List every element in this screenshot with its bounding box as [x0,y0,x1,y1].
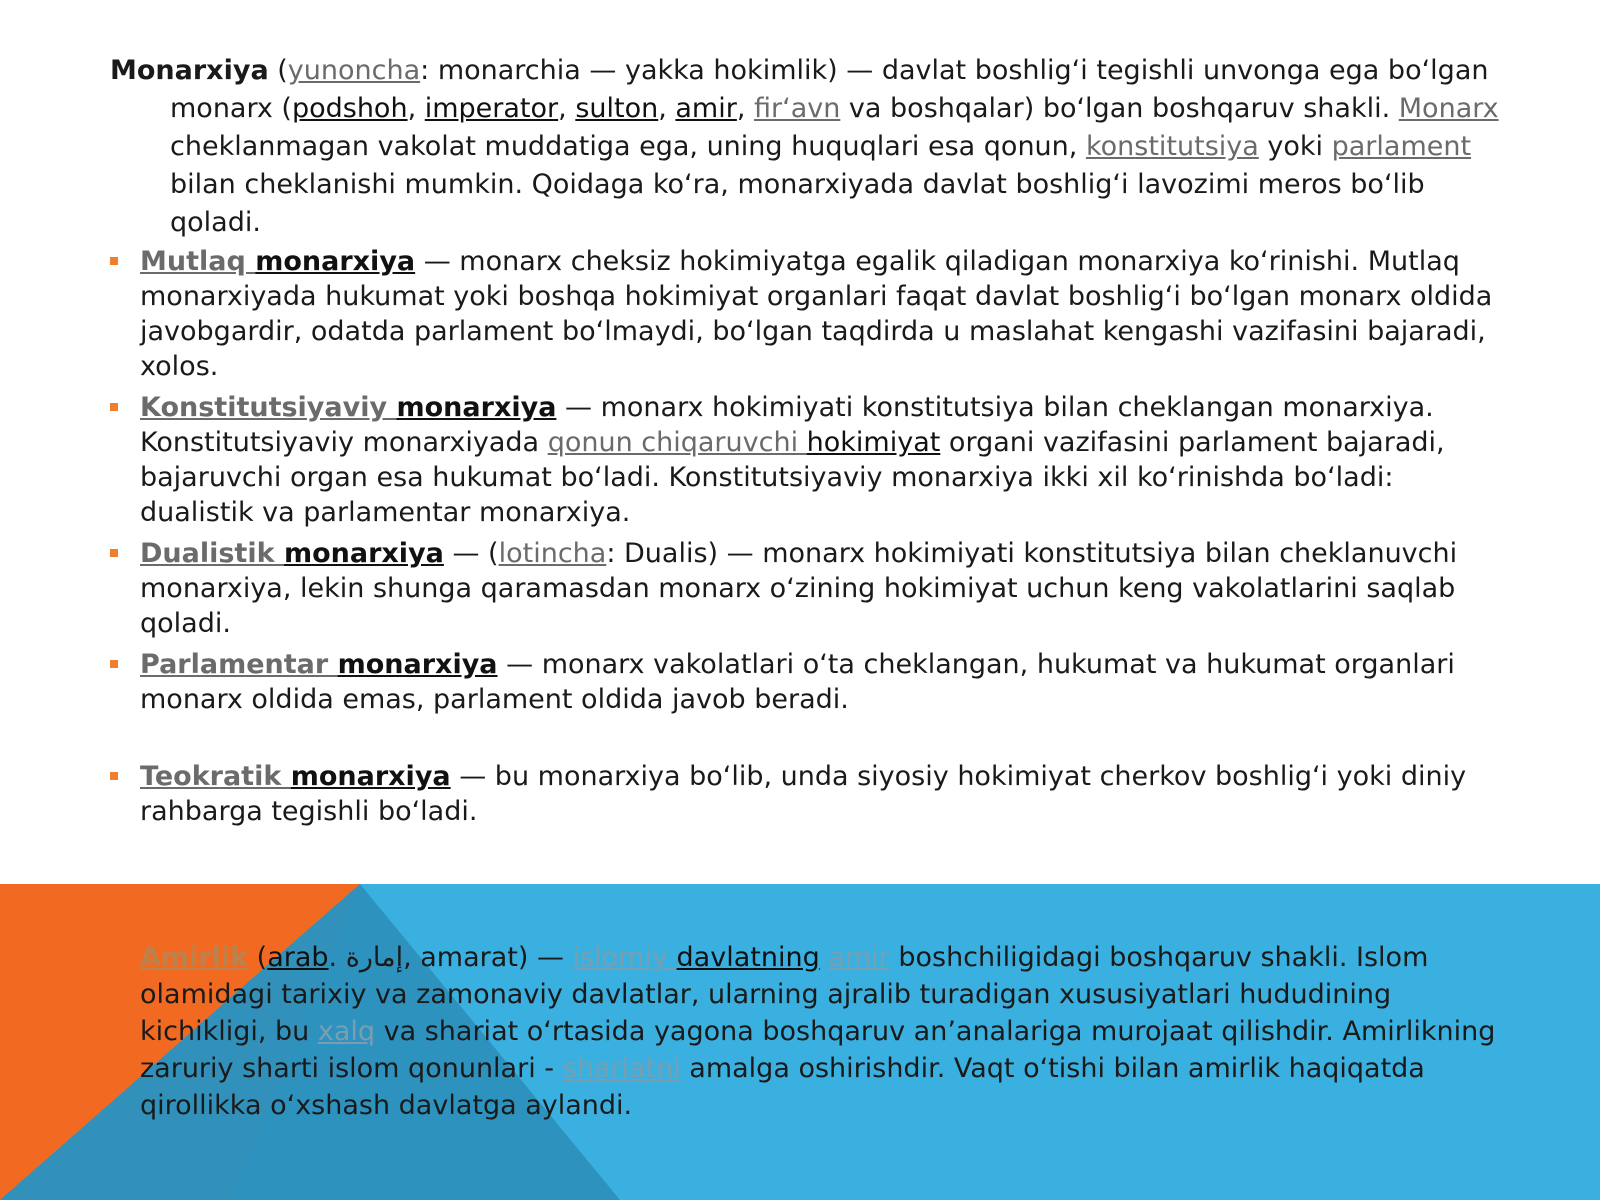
link-monarxiya[interactable]: monarxiya [255,246,416,277]
link-islomiy[interactable]: islomiy [572,942,677,973]
intro-paragraph [110,52,1505,242]
item-text: — ( [443,538,499,569]
list-item [110,647,1505,717]
list-item [110,536,1505,641]
bullet-icon [110,257,118,265]
link-item-term[interactable]: Mutlaq [140,246,256,277]
monarchy-types-list [110,244,1505,829]
link-parlament[interactable]: parlament [1331,131,1472,162]
link-konstitutsiya[interactable]: konstitutsiya [1085,131,1259,162]
link-lotincha[interactable]: lotincha [498,538,607,569]
link-item-term[interactable]: Parlamentar [140,649,338,680]
list-item [110,759,1505,829]
intro-text: : monarchia — yakka hokimlik) — davlat boshlig‘i tegishli unvonga ega bo‘lgan monarx ( [170,55,1489,124]
link-amirlik[interactable]: Amirlik [140,942,249,973]
link-monarxiya[interactable]: monarxiya [396,392,557,423]
intro-text: , [658,93,676,124]
link-sulton[interactable]: sulton [575,93,659,124]
item-text: : Dualis) — monarx hokimiyati konstitutsiya bilan cheklanuvchi monarxiya, lekin shunga qaramasdan monarx o‘zining hokimiyat uchun keng vakolatlarini saqlab qoladi. [140,538,1458,639]
link-shariatni[interactable]: shariatni [562,1053,681,1084]
list-item [110,244,1505,384]
link-monarxiya[interactable]: monarxiya [283,538,444,569]
link-imperator[interactable]: imperator [424,93,559,124]
amirlik-text: boshchiligidagi boshqaruv shakli. Islom olamidagi tarixiy va zamonaviy davlatlar, ularning ajralib turadigan xususiyatlari hududining kichikligi, bu [140,942,1429,1047]
item-text: organi vazifasini parlament bajaradi, bajaruvchi organ esa hukumat bo‘ladi. Konstitutsiyaviy monarxiya ikki xil ko‘rinishda bo‘ladi: dualistik va parlamentar monarxiya. [140,427,1445,528]
intro-text: , [558,93,576,124]
intro-text: bilan cheklanishi mumkin. Qoidaga ko‘ra, monarxiyada davlat boshlig‘i lavozimi meros bo‘lib qoladi. [170,169,1425,238]
bullet-icon [110,403,118,411]
link-firavn[interactable]: fir‘avn [754,93,841,124]
link-item-term[interactable]: Dualistik [140,538,284,569]
intro-term: Monarxiya [110,55,269,86]
bullet-icon [110,660,118,668]
main-content [110,52,1505,835]
link-yunoncha[interactable]: yunoncha [287,55,421,86]
intro-text: va boshqalar) bo‘lgan boshqaruv shakli. [840,93,1399,124]
link-arab[interactable]: arab [267,942,329,973]
amirlik-text: ( [248,942,268,973]
link-item-term[interactable]: Konstitutsiyaviy [140,392,397,423]
item-text: — monarx vakolatlari o‘ta cheklangan, hukumat va hukumat organlari monarx oldida emas, parlament oldida javob beradi. [140,649,1455,715]
link-xalq[interactable]: xalq [317,1016,376,1047]
bullet-icon [110,549,118,557]
link-amir[interactable]: amir [675,93,737,124]
intro-text: , [407,93,425,124]
intro-text: yoki [1258,131,1332,162]
amirlik-text: va shariat o‘rtasida yagona boshqaruv an’analariga murojaat qilishdir. Amirlikning zaruriy sharti islom qonunlari - [140,1016,1496,1084]
intro-text: cheklanmagan vakolat muddatiga ega, uning huquqlari esa qonun, [170,131,1086,162]
link-hokimiyat[interactable]: hokimiyat [806,427,941,458]
link-amir-2[interactable]: amir [828,942,890,973]
link-monarxiya[interactable]: monarxiya [337,649,498,680]
item-text: — monarx cheksiz hokimiyatga egalik qiladigan monarxiya ko‘rinishi. Mutlaq monarxiyada hukumat yoki boshqa hokimiyat organlari faqat davlat boshlig‘i bo‘lgan monarx oldida javobgardir, odatda parlament bo‘lmaydi, bo‘lgan taqdirda u maslahat kengashi vazifasini bajaradi, xolos. [140,246,1493,382]
amirlik-paragraph [140,939,1510,1124]
list-item [110,390,1505,530]
intro-text: , [736,93,755,124]
amirlik-text: . إمارة, amarat) — [328,942,573,973]
link-monarx[interactable]: Monarx [1398,93,1499,124]
bullet-icon [110,772,118,780]
amirlik-text: amalga oshirishdir. Vaqt o‘tishi bilan amirlik haqiqatda qirollikka o‘xshash davlatga aylandi. [140,1053,1425,1121]
item-text: — bu monarxiya bo‘lib, unda siyosiy hokimiyat cherkov boshlig‘i yoki diniy rahbarga tegishli bo‘ladi. [140,761,1467,827]
intro-text: ( [268,55,288,86]
link-qonun-chiqaruvchi[interactable]: qonun chiqaruvchi [547,427,807,458]
item-text: — monarx hokimiyati konstitutsiya bilan cheklangan monarxiya. Konstitutsiyaviy monarxiyada [140,392,1434,458]
link-monarxiya[interactable]: monarxiya [290,761,451,792]
link-item-term[interactable]: Teokratik [140,761,291,792]
link-davlatning[interactable]: davlatning [676,942,820,973]
link-podshoh[interactable]: podshoh [291,93,408,124]
